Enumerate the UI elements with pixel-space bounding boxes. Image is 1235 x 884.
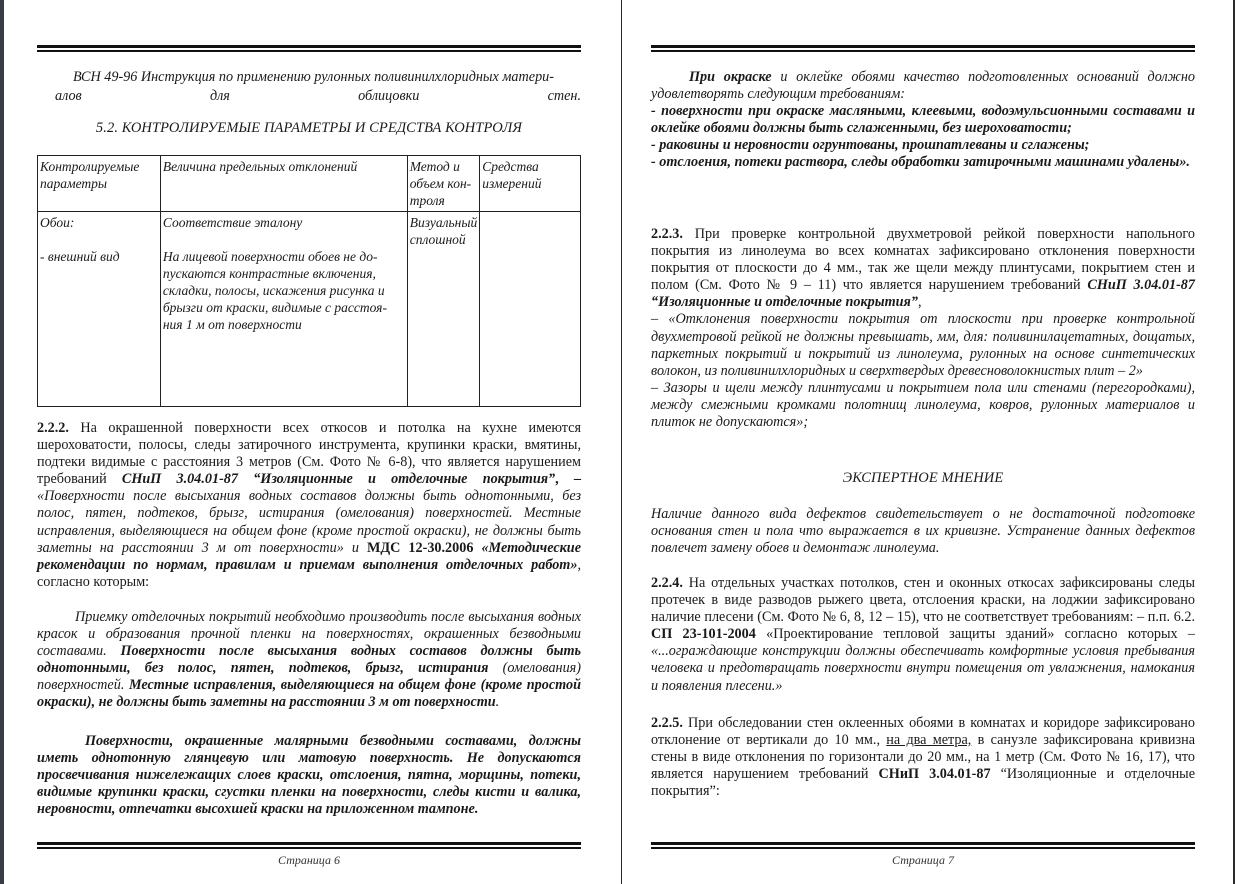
page-7 <box>651 0 1195 884</box>
norm-reference: СНиП 3.04.01-87 “Изоляционные и отделочные покрытия” <box>651 277 1195 311</box>
deviation-text: На лицевой поверхности обоев не до-пускаются контрастные включения, складки, полосы, искажения рисунка и брызги от краски, видимые с расстоя-ния 1 м от поверхности <box>162 249 387 332</box>
norm-title: «Методические рекомендации по нормам, правилам и приемам выполнения отделочных работ» <box>37 539 581 573</box>
paragraph-2-2-5 <box>651 715 1195 800</box>
norm-quote: – Зазоры и щели между плинтусами и покрытием пола или стенами (перегородками), между смежными кромками полотнищ линолеума, ковров, рулонных материалов и плиток не допускаются»; <box>651 379 1195 431</box>
ref-word: облицовки <box>358 88 420 104</box>
intro-text: и оклейке обоями качество подготовленных оснований должно удовлетворять следующим требованиям: <box>651 69 1195 103</box>
deviation-title: Соответствие эталону <box>162 215 303 230</box>
table-row <box>38 212 581 407</box>
requirement-item: - поверхности при окраске масляными, клеевыми, водоэмульсионными составами и оклейке обоями должны быть сглаженными, без шероховатости; <box>651 103 1195 137</box>
header-rule <box>37 45 581 53</box>
page-divider <box>621 0 622 884</box>
table-header-cell: Средства измерений <box>480 156 581 212</box>
table-header-cell: Метод и объем кон-троля <box>407 156 480 212</box>
norm-quote: – «Отклонения поверхности покрытия от плоскости при проверке контрольной двухметровой рейкой не должны превышать, мм, для: поливинилацетатных, дощатых, паркетных покрытий и покрытий из линолеума, рулонных на основе синтетических волокон, из поливинилхлоридных и сверхтвердых древесноволокнистых плит – 2» <box>651 311 1195 379</box>
paragraph-2-2-2 <box>37 420 581 591</box>
page-6 <box>37 0 581 884</box>
underlined-text: на два метра, <box>886 732 972 749</box>
quote-text: (омелования) поверхностей. <box>37 660 582 694</box>
footer-rule <box>651 842 1195 850</box>
paragraph-2-2-3 <box>651 226 1195 431</box>
quote-text: . <box>495 694 500 711</box>
table-cell-deviation <box>160 212 407 407</box>
control-parameters-table <box>37 155 581 407</box>
paragraph-number: 2.2.4. <box>651 575 683 591</box>
table-cell-parameter <box>38 212 161 407</box>
quote-text: Приемку отделочных покрытий необходимо производить после высыхания водных красок и образования прочной пленки на поверхностях, окрашенных безводными составами. <box>37 609 581 660</box>
preparation-requirements <box>651 69 1195 172</box>
requirement-item: - раковины и неровности огрунтованы, прошпатлеваны и сглажены; <box>651 137 1090 154</box>
norm-reference: СНиП 3.04.01-87 <box>878 766 991 783</box>
paragraph-text: в санузле зафиксирована кривизна стены в виде отклонения по горизонтали до 20 мм., на 1 метр (См. Фото № 16, 17), что является нарушением требований <box>651 732 1195 783</box>
ref-word: для <box>209 88 230 104</box>
conjunction: и <box>343 539 367 556</box>
table-header-row <box>38 156 581 212</box>
quote-emphasis: Поверхности после высыхания водных составов должны быть однотонными, без полос, пятен, подтеков, брызг, истирания <box>37 643 582 677</box>
separator: , <box>917 294 922 311</box>
table-cell-method: Визуальный сплошной <box>407 212 480 407</box>
norm-title: “Изоляционные и отделочные покрытия”: <box>651 766 1196 800</box>
expert-opinion-text: Наличие данного вида дефектов свидетельствует о не достаточной подготовке основания стен и пола что выражается в их кривизне. Устранение данных дефектов повлечет замену обоев и демонтаж линолеума. <box>651 506 1195 557</box>
parameter-title: Обои: <box>40 215 75 230</box>
reference-line <box>37 68 581 106</box>
footer-rule <box>37 842 581 850</box>
paragraph-text: На отдельных участках потолков, стен и оконных откосах зафиксированы следы протечек в виде разводов рыжего цвета, отслоения краски, на лоджии зафиксировано наличие плесени (См. Фото № 6, 8, 12 – 15), что не соответствует требованиям: – п.п. 6.2. <box>651 575 1195 626</box>
paragraph-number: 2.2.2. <box>37 420 69 436</box>
viewer-left-edge <box>0 0 4 884</box>
table-cell-tools <box>480 212 581 407</box>
norm-reference: СНиП 3.04.01-87 “Изоляционные и отделочные покрытия” <box>121 471 556 488</box>
paragraph-text: При проверке контрольной двухметровой рейкой поверхности напольного покрытия из линолеума во всех комнатах зафиксировано отклонения поверхности покрытия от плоскости до 4 мм., так же щели между плинтусами, покрытием стен и полом (См. Фото № 9 – 11) что является нарушением требований <box>651 226 1195 294</box>
header-rule <box>651 45 1195 53</box>
page-number: Страница 7 <box>892 853 954 867</box>
page-number: Страница 6 <box>278 853 340 867</box>
quote-acceptance <box>37 609 581 712</box>
reference-line-2 <box>37 87 581 106</box>
requirements-intro <box>651 69 1195 103</box>
paragraph-body <box>651 226 1195 311</box>
quote-emphasis: Местные исправления, выделяющиеся на общем фоне (кроме простой окраски), не должны быть заметны на расстоянии 3 м от поверхности <box>37 677 581 711</box>
intro-lead: При окраске <box>689 69 772 85</box>
norm-quote: «Поверхности после высыхания водных составов должны быть однотонными, без полос, пятен, подтеков, брызг, истирания (омелования) поверхностей. Местные исправления, выделяющиеся на общем фоне (кроме простой окраски), не должны быть заметны на расстоянии 3 м от поверхности» <box>37 488 581 556</box>
reference-line-1: ВСН 49-96 Инструкция по применению рулонных поливинилхлоридных матери- <box>73 69 554 85</box>
ref-word: алов <box>55 88 82 104</box>
separator: , – <box>555 471 581 488</box>
table-header-cell: Контролируемые параметры <box>38 156 161 212</box>
expert-opinion-title: ЭКСПЕРТНОЕ МНЕНИЕ <box>842 470 1004 486</box>
paragraph-text: На окрашенной поверхности всех откосов и потолка на кухне имеются шероховатости, полосы, следы затирочного инструмента, крупинки краски, вмятины, подтеки видимые с расстояния 3 метров (См. Фото № 6-8), что является нарушением требований <box>37 420 581 488</box>
ref-word: стен. <box>547 88 581 104</box>
table-header-cell: Величина предельных отклонений <box>160 156 407 212</box>
paragraph-2-2-4 <box>651 575 1195 695</box>
paragraph-text: При обследовании стен оклеенных обоями в комнатах и коридоре зафиксировано отклонение от вертикали до 10 мм., <box>651 715 1195 749</box>
norm-reference: СП 23-101-2004 <box>651 626 756 643</box>
paragraph-number: 2.2.5. <box>651 715 683 731</box>
section-title: 5.2. КОНТРОЛИРУЕМЫЕ ПАРАМЕТРЫ И СРЕДСТВА КОНТРОЛЯ <box>95 120 523 136</box>
paragraph-number: 2.2.3. <box>651 226 683 242</box>
norm-title: «Проектирование тепловой защиты зданий» согласно которых – <box>755 626 1195 643</box>
requirement-item: - отслоения, потеки раствора, следы обработки затирочными машинами удалены». <box>651 154 1190 171</box>
parameter-item: - внешний вид <box>40 249 120 264</box>
quote-anhydrous: Поверхности, окрашенные малярными безводными составами, должны иметь однотонную глянцевую или матовую поверхность. Не допускаются просвечивания нижележащих слоев краски, отслоения, пятна, морщины, потеки, видимые крупинки краски, сгустки пленки на поверхности, следы кисти и валика, неровности, отпечатки высохшей краски на приложенном тампоне. <box>37 733 581 818</box>
norm-reference: МДС 12-30.2006 <box>366 539 474 556</box>
norm-quote: «...ограждающие конструкции должны обеспечивать комфортные условия пребывания человека и предотвращать поверхности внутри помещения от увлажнения, намокания и появления плесени.» <box>651 643 1195 694</box>
paragraph-text: , согласно которым: <box>37 556 581 590</box>
